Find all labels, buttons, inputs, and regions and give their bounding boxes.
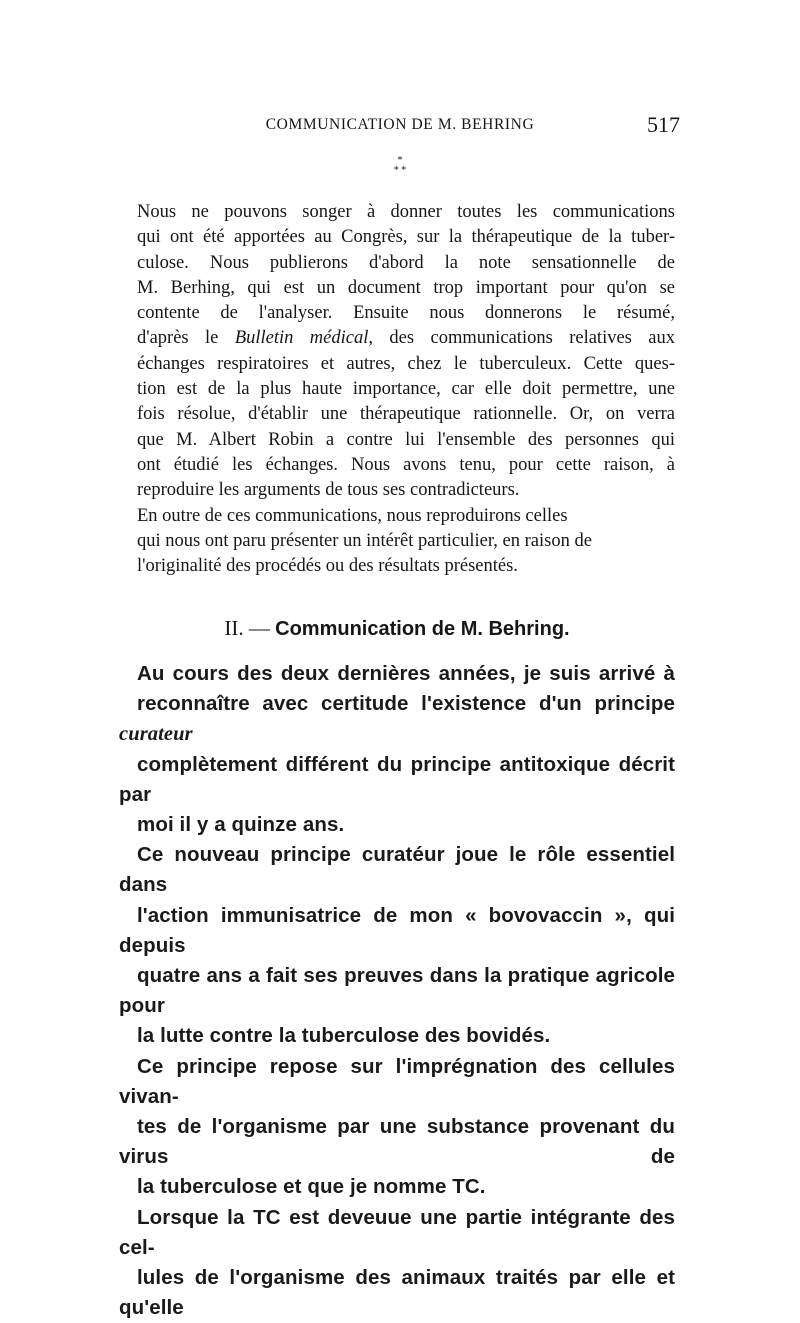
body-paragraph-1 [119,659,675,840]
section-number: II. — [224,616,276,640]
text-line: Ce nouveau principe curatéur joue le rôle essentiel dans [119,843,675,897]
text-line-last: l'originalité des procédés ou des résultats présentés. [137,556,518,577]
running-head [120,112,680,140]
text-fragment: reconnaître avec certitude l'existence d'un principe [137,692,675,716]
text-line: fois résolue, d'établir une thérapeutique rationnelle. Or, on verra [137,404,675,425]
text-line: l'action immunisatrice de mon « bovovaccin », qui depuis [119,903,675,957]
text-line [119,326,675,351]
section-title: Communication de M. Behring. [275,618,570,640]
text-line: En outre de ces communications, nous reproduirons celles [137,505,568,526]
intro-paragraph-2 [119,504,675,580]
text-line: Au cours des deux dernières années, je suis arrivé à [137,662,675,685]
text-line: complètement différent du principe antitoxique décrit par [119,752,675,806]
text-line: Ce principe repose sur l'imprégnation des cellules vivan- [119,1054,675,1108]
text-line: échanges respiratoires et autres, chez le tuberculeux. Cette ques- [137,353,675,374]
intro-paragraph-1 [119,200,675,504]
text-line-last: la tuberculose et que je nomme TC. [137,1175,486,1199]
text-line: lules de l'organisme des animaux traités par elle et qu'elle [119,1266,675,1320]
running-title: COMMUNICATION DE M. BEHRING [265,116,535,133]
text-line: tes de l'organisme par une substance provenant du virus de [119,1115,675,1169]
body-paragraph-2 [119,840,675,1051]
text-line: que M. Albert Robin a contre lui l'ensemble des personnes qui [137,429,675,450]
text-fragment: des communications relatives aux [373,328,675,349]
text-line: qui nous ont paru présenter un intérêt particulier, en raison de [137,530,592,551]
text-line-last: reproduire les arguments de tous ses contradicteurs. [137,480,520,501]
emphasized-word: curateur [119,723,193,746]
text-line-last: la lutte contre la tuberculose des bovidés. [137,1024,551,1048]
text-line [119,689,675,749]
body-paragraph-3 [119,1052,675,1203]
text-line: contente de l'analyser. Ensuite nous donnerons le résumé, [137,303,675,324]
asterism-ornament [378,156,422,184]
asterism-top: * [397,155,403,166]
introduction-text [119,200,675,579]
text-line: Nous ne pouvons songer à donner toutes les communications [137,202,675,222]
text-fragment: d'après le [137,328,235,349]
text-line-last: moi il y a quinze ans. [137,813,345,837]
body-paragraph-4 [119,1203,675,1323]
publication-title: Bulletin médical, [234,328,373,349]
page-number: 517 [647,112,680,137]
text-line: qui ont été apportées au Congrès, sur la thérapeutique de la tuber- [137,227,675,248]
text-line: culose. Nous publierons d'abord la note sensationnelle de [137,252,675,273]
text-line: tion est de la plus haute importance, car elle doit permettre, une [137,379,675,400]
section-body [119,659,675,1323]
section-heading [119,615,675,642]
asterism-bottom: * * [393,165,407,176]
text-line: quatre ans a fait ses preuves dans la pratique agricole pour [119,964,675,1018]
text-line: M. Berhing, qui est un document trop important pour qu'on se [137,277,675,298]
text-line: ont étudié les échanges. Nous avons tenu, pour cette raison, à [137,454,675,475]
text-line: Lorsque la TC est deveuue une partie intégrante des cel- [119,1205,675,1259]
